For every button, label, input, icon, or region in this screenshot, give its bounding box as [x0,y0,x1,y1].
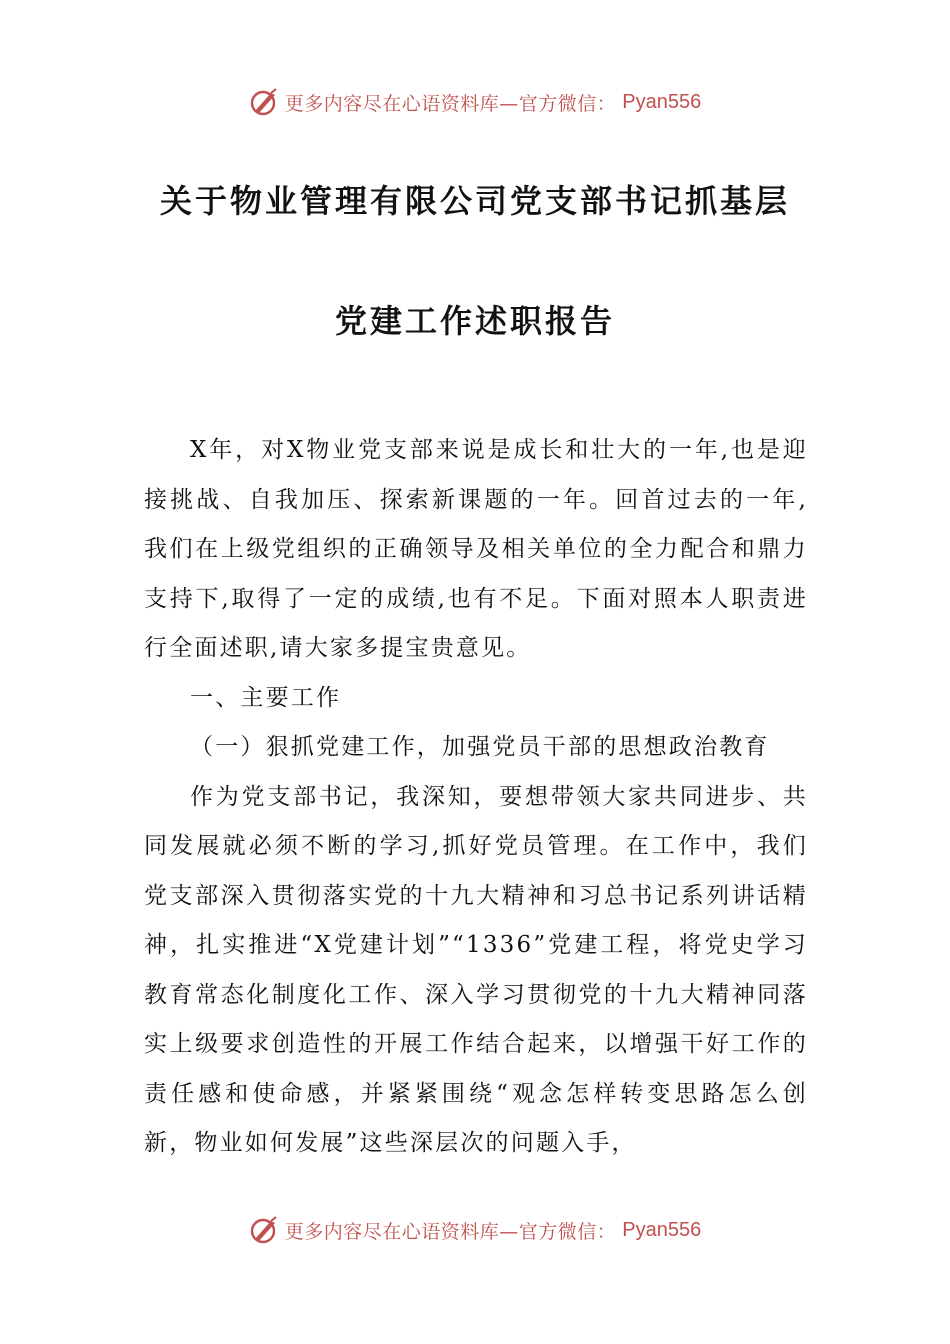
watermark-text: 更多内容尽在心语资料库—官方微信： [284,92,617,115]
watermark-wechat-id: Pyan556 [622,90,702,113]
document-body [144,426,808,1169]
watermark-header [0,82,950,122]
paragraph-body: 作为党支部书记，我深知，要想带领大家共同进步、共同发展就必须不断的学习,抓好党员管理。在工作中，我们党支部深入贯彻落实党的十九大精神和习总书记系列讲话精神，扎实推进“X党建计划”“1336”党建工程，将党史学习教育常态化制度化工作、深入学习贯彻党的十九大精神同落实上级要求创造性的开展工作结合起来，以增强干好工作的责任感和使命感，并紧紧围绕“观念怎样转变思路怎么创新，物业如何发展”这些深层次的问题入手， [144,783,808,1156]
pen-circle-logo-icon [249,87,279,117]
section-heading: 一、主要工作 [190,684,342,711]
watermark-footer [0,1210,950,1250]
pen-circle-logo-icon [249,1215,279,1245]
watermark-text: 更多内容尽在心语资料库—官方微信： [284,1220,617,1243]
document-title-line-2: 党建工作述职报告 [334,302,615,340]
document-title-line-1: 关于物业管理有限公司党支部书记抓基层 [159,182,790,220]
watermark-wechat-id: Pyan556 [622,1218,702,1241]
subsection-heading: （一）狠抓党建工作，加强党员干部的思想政治教育 [190,734,770,760]
paragraph-intro: X年，对X物业党支部来说是成长和壮大的一年,也是迎接挑战、自我加压、探索新课题的一年。回首过去的一年,我们在上级党组织的正确领导及相关单位的全力配合和鼎力支持下,取得了一定的成绩,也有不足。下面对照本人职责进行全面述职,请大家多提宝贵意见。 [144,437,808,661]
